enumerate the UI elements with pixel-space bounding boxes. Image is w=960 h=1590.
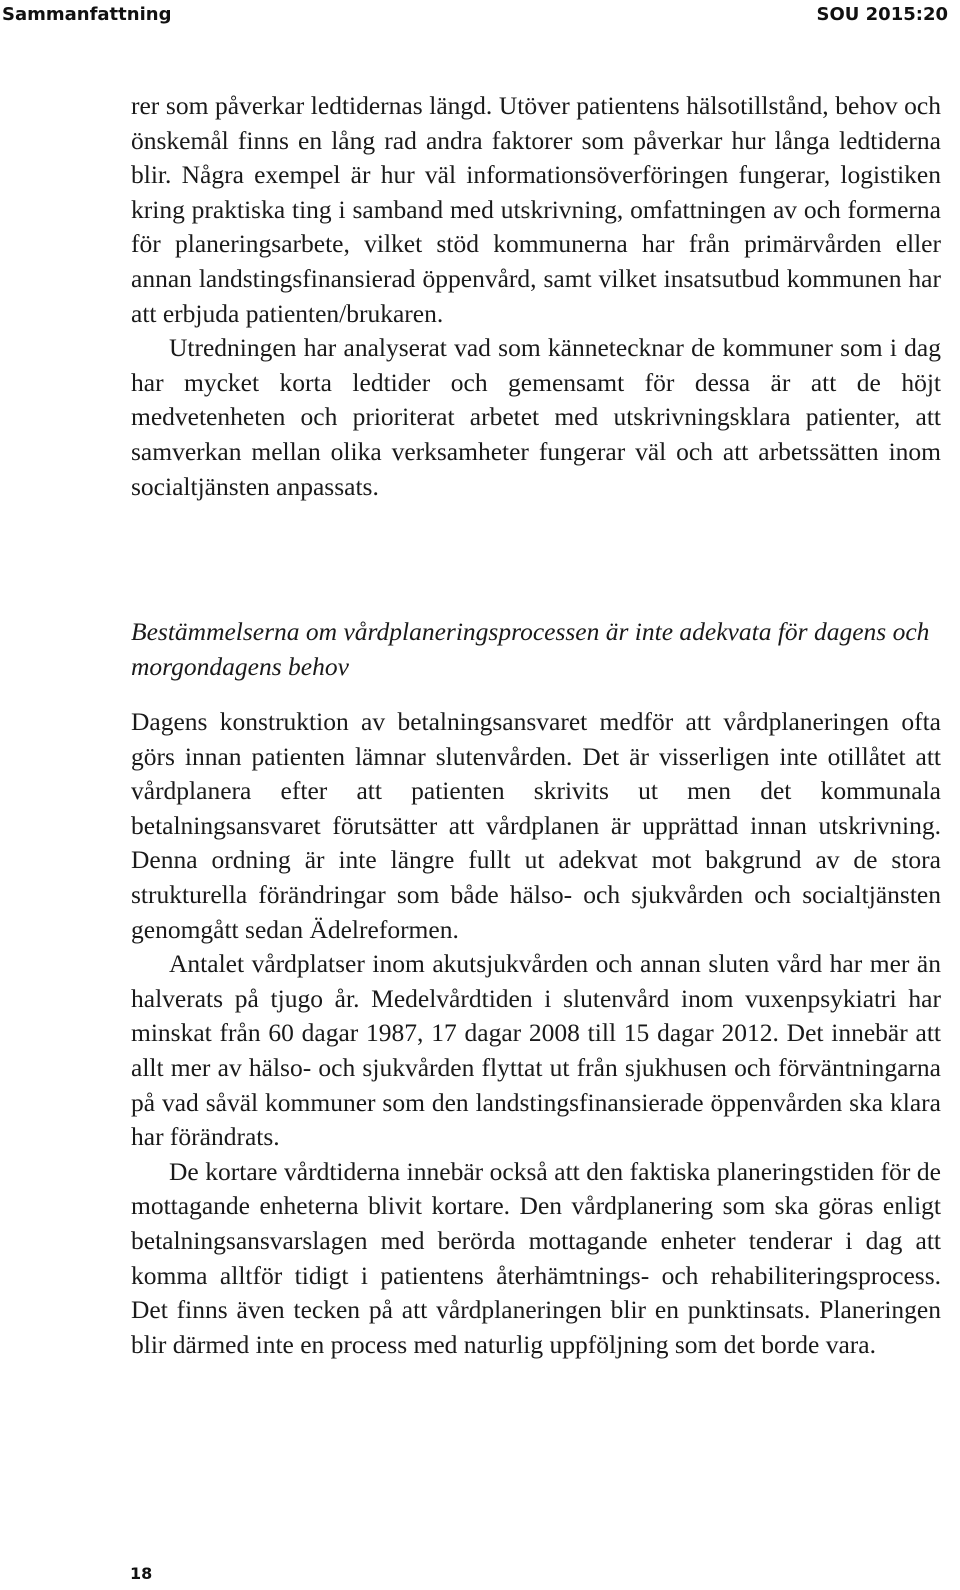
paragraph: De kortare vårdtiderna innebär också att den faktiska planeringstiden för de mottagande enheterna blivit kortare. Den vårdplanering som ska göras enligt betalningsansvarslagen med berörda mottagande enheter tenderar i dag att komma alltför tidigt i patientens återhämtnings- och rehabiliteringsprocess. Det finns även tecken på att vårdplaneringen blir en punktinsats. Planeringen blir därmed inte en process med naturlig uppföljning som det borde vara. [131, 1156, 941, 1359]
body-section-1 [131, 89, 941, 504]
header-document-id: SOU 2015:20 [816, 4, 948, 25]
section-subheading: Bestämmelserna om vårdplaneringsprocessen är inte adekvata för dagens och morgondagens behov [131, 617, 930, 681]
paragraph: Dagens konstruktion av betalningsansvaret medför att vårdplaneringen ofta görs innan patienten lämnar slutenvården. Det är visserligen inte otillåtet att vårdplanera efter att patienten skrivits ut men det kommunala betalningsansvaret förutsätter att vårdplanen är upprättad innan utskrivning. Denna ordning är inte längre fullt ut adekvat mot bakgrund av de stora strukturella förändringar som både hälso- och sjukvården och socialtjänsten genomgått sedan Ädelreformen. [131, 707, 941, 944]
page-number: 18 [130, 1564, 153, 1583]
running-header [0, 0, 960, 30]
paragraph: rer som påverkar ledtidernas längd. Utöver patientens hälsotillstånd, behov och önskemål finns en lång rad andra faktorer som påverkar hur långa ledtiderna blir. Några exempel är hur väl informationsöverföringen fungerar, logistiken kring praktiska ting i samband med utskrivning, omfattningen av och formerna för planeringsarbete, vilket stöd kommunerna har från primärvården eller annan landstingsfinansierad öppenvård, samt vilket insatsutbud kommunen har att erbjuda patienten/brukaren. [131, 91, 941, 328]
paragraph: Antalet vårdplatser inom akutsjukvården och annan sluten vård har mer än halverats på tjugo år. Medelvårdtiden i slutenvård inom vuxenpsykiatri har minskat från 60 dagar 1987, 17 dagar 2008 till 15 dagar 2012. Det innebär att allt mer av hälso- och sjukvården flyttat ut från sjukhusen och förväntningarna på vad såväl kommuner som den landstingsfinansierade öppenvården ska klara har förändrats. [131, 949, 941, 1152]
body-section-2 [131, 705, 941, 1362]
header-section-title: Sammanfattning [2, 4, 172, 25]
paragraph: Utredningen har analyserat vad som kännetecknar de kommuner som i dag har mycket korta ledtider och gemensamt för dessa är att de höjt medvetenheten och prioriterat arbetet med utskrivningsklara patienter, att samverkan mellan olika verksamheter fungerar väl och att arbetssätten inom socialtjänsten anpassats. [131, 333, 941, 501]
